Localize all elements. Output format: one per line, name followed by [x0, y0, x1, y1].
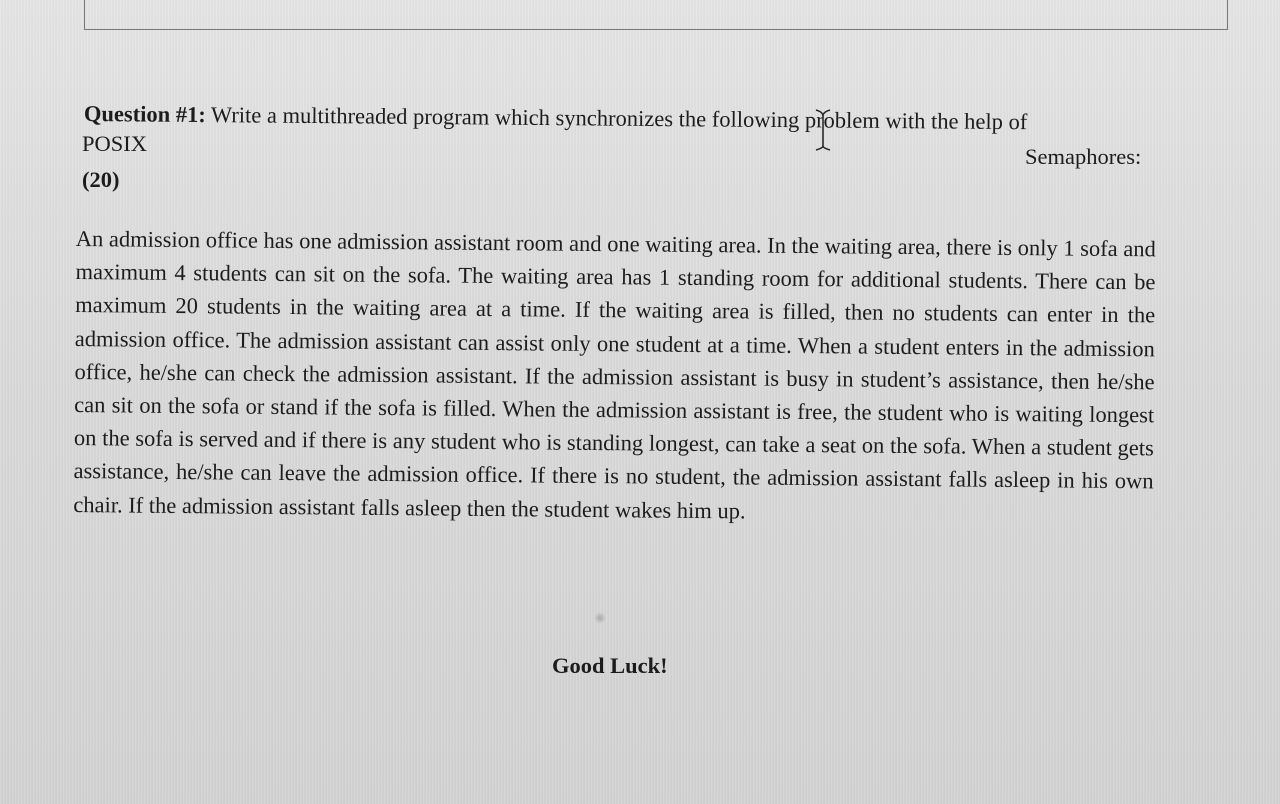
problem-paragraph: An admission office has one admission assistant room and one waiting area. In the waiting area, there is only 1 sofa and maximum 4 students can sit on the sofa. The waiting area has 1 standing room for additional students. There can be maximum 20 students in the waiting area at a time. If the waiting area is filled, then no students can enter in the admission office. The admission assistant can assist only one student at a time. When a student enters in the admission office, he/she can check the admission assistant. If the admission assistant is busy in student’s assistance, then he/she can sit on the sofa or stand if the sofa is filled. When the admission assistant is free, the student who is waiting longest on the sofa is served and if there is any student who is standing longest, can take a seat on the sofa. When a student gets assistance, he/she can leave the admission office. If there is no student, the admission assistant falls asleep in his own chair. If the admission assistant falls asleep then the student wakes him up.	[73, 225, 1156, 524]
question-marks: (20)	[82, 167, 120, 192]
question-text: Write a multithreaded program which synchronizes the following problem with the help of	[205, 102, 1028, 135]
closing-text: Good Luck!	[552, 653, 668, 678]
text-cursor-icon	[813, 108, 833, 152]
question-line	[84, 100, 1156, 137]
semaphores-word: Semaphores:	[1025, 144, 1142, 169]
question-label: Question #1:	[83, 100, 206, 128]
dust-speck-icon	[594, 612, 606, 624]
posix-word: POSIX	[82, 131, 148, 156]
